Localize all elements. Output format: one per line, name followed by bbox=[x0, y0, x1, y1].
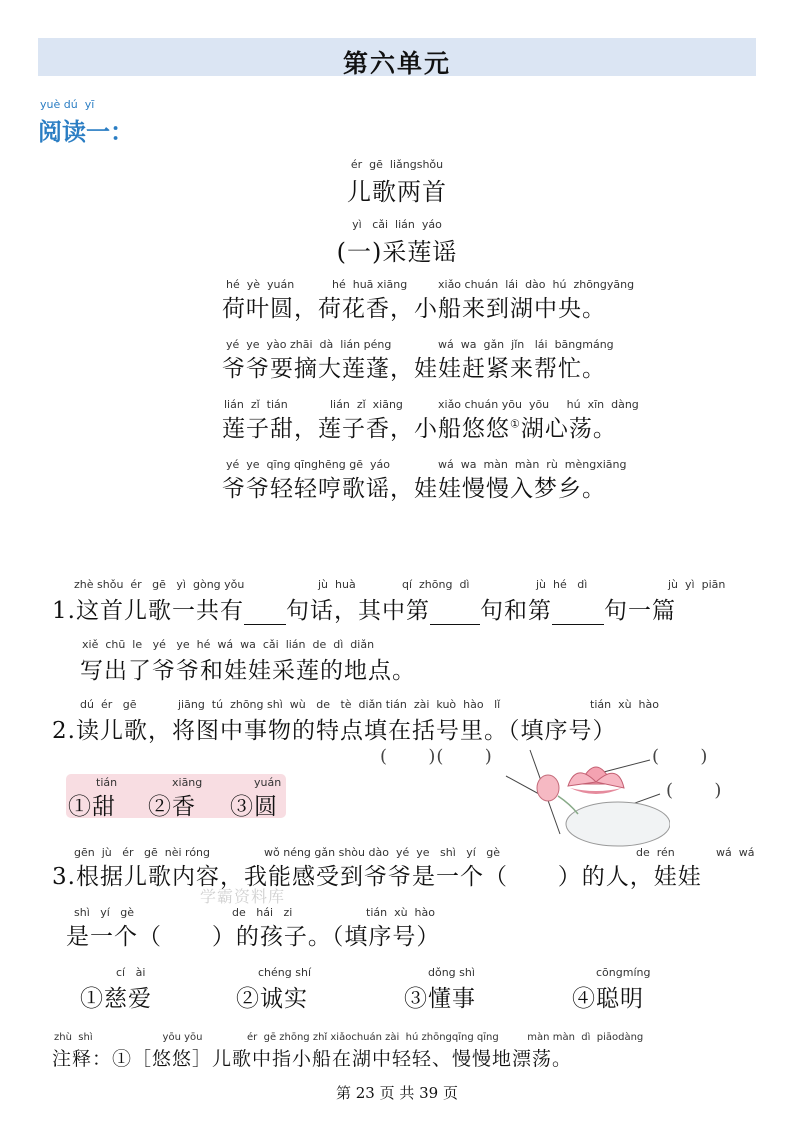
q1-text-3: 句和第 bbox=[479, 598, 552, 624]
q2-option-1: ①甜 bbox=[68, 794, 116, 820]
q1-blank-3[interactable] bbox=[552, 600, 604, 625]
q1-text-2: 句话，其中第 bbox=[285, 598, 430, 624]
poem-line3-pinyin-a: lián zǐ tián bbox=[224, 398, 288, 411]
q1-line-2: 写出了爷爷和娃娃采莲的地点。 bbox=[80, 658, 416, 684]
q1-pinyin-1: zhè shǒu ér gē yì gòng yǒu bbox=[74, 578, 245, 591]
q2-option-3: ③圆 bbox=[230, 794, 278, 820]
footnote-text: 注释：①［悠悠］儿歌中指小船在湖中轻轻、慢慢地漂荡。 bbox=[52, 1048, 573, 1070]
q3-line2-pinyin-c: tián xù hào bbox=[366, 906, 435, 919]
q2-option-2: ②香 bbox=[148, 794, 196, 820]
poem-line-3-tail: 湖心荡。 bbox=[520, 416, 617, 442]
q3-option-2: ②诚实 bbox=[236, 986, 308, 1012]
q1-blank-1[interactable] bbox=[244, 600, 286, 625]
q2-pinyin-1: dú ér gē bbox=[80, 698, 137, 711]
q2-answer-paren-left[interactable]: ( )( ) bbox=[380, 746, 493, 767]
q3-option-3: ③懂事 bbox=[404, 986, 476, 1012]
q1-pinyin-5: jù yì piān bbox=[668, 578, 726, 591]
q3-pinyin-1: gēn jù ér gē nèi róng bbox=[74, 846, 211, 859]
q3-pinyin-2: wǒ néng gǎn shòu dào yé ye shì yí gè bbox=[264, 846, 501, 859]
lotus-seedpod bbox=[537, 775, 559, 801]
poem-line-3 bbox=[222, 410, 617, 443]
q1-pinyin-3: qí zhōng dì bbox=[402, 578, 470, 591]
poem-title-pinyin: ér gē liǎngshǒu bbox=[350, 158, 444, 171]
poem-line1-pinyin-a: hé yè yuán bbox=[226, 278, 295, 291]
unit-title: 第六单元 bbox=[342, 49, 451, 78]
poem-line4-pinyin-c: wá wa màn màn rù mèngxiāng bbox=[438, 458, 627, 471]
poem-line-2: 爷爷要摘大莲蓬，娃娃赶紧来帮忙。 bbox=[222, 356, 606, 382]
q1-blank-2[interactable] bbox=[430, 600, 480, 625]
lotus-stem bbox=[558, 796, 578, 814]
q3-option-pinyin-4: cōngmíng bbox=[596, 966, 651, 979]
reading-title: 阅读一： bbox=[38, 117, 134, 146]
poem-line3-pinyin-b: lián zǐ xiāng bbox=[330, 398, 403, 411]
poem-subtitle-pinyin: yì cǎi lián yáo bbox=[352, 218, 442, 231]
q1-pinyin-2: jù huà bbox=[318, 578, 356, 591]
note-pinyin: zhù shì yōu yōu ér gē zhōng zhǐ xiǎochuán zài hú zhōngqīng qīng màn màn dì piāodàng bbox=[54, 1032, 644, 1043]
q2-text: 2.读儿歌，将图中事物的特点填在括号里。（填序号） bbox=[52, 718, 617, 744]
q2-option-pinyin-3: yuán bbox=[254, 776, 282, 789]
poem-line-1: 荷叶圆，荷花香，小船来到湖中央。 bbox=[222, 296, 606, 322]
q2-answer-paren-right-top[interactable]: ( ) bbox=[652, 746, 709, 767]
poem-line4-pinyin-a: yé ye qīng qīnghēng gē yáo bbox=[226, 458, 390, 471]
lotus-leaf bbox=[566, 802, 670, 846]
poem-subtitle: (一)采莲谣 bbox=[336, 238, 458, 266]
q2-option-pinyin-1: tián bbox=[96, 776, 118, 789]
q3-option-pinyin-3: dǒng shì bbox=[428, 966, 475, 979]
poem-main-title: 儿歌两首 bbox=[347, 178, 447, 206]
poem-line1-pinyin-c: xiǎo chuán lái dào hú zhōngyāng bbox=[438, 278, 635, 291]
page-number: 第 23 页 共 39 页 bbox=[335, 1084, 458, 1102]
watermark: 学霸资料库 bbox=[200, 887, 286, 906]
q1-pinyin-4: jù hé dì bbox=[536, 578, 588, 591]
q2-pinyin-2: jiāng tú zhōng shì wù de tè diǎn tián zài kuò hào lǐ bbox=[178, 698, 501, 711]
q3-option-pinyin-1: cí ài bbox=[116, 966, 146, 979]
footnote-mark: ① bbox=[510, 417, 521, 431]
q2-answer-paren-right-bottom[interactable]: ( ) bbox=[666, 780, 723, 801]
q3-pinyin-3: de rén bbox=[636, 846, 675, 859]
q1-text-1: 1.这首儿歌一共有 bbox=[52, 598, 244, 624]
q3-text: 3.根据儿歌内容，我能感受到爷爷是一个（ ）的人，娃娃 bbox=[52, 864, 702, 890]
reading-pinyin: yuè dú yī bbox=[40, 98, 95, 111]
poem-line2-pinyin-c: wá wa gǎn jǐn lái bāngmáng bbox=[438, 338, 614, 351]
q3-option-1: ①慈爱 bbox=[80, 986, 152, 1012]
q3-line2-pinyin-a: shì yí gè bbox=[74, 906, 135, 919]
q3-pinyin-4: wá wá bbox=[716, 846, 755, 859]
poem-line2-pinyin-a: yé ye yào zhāi dà lián péng bbox=[226, 338, 392, 351]
q3-line2-pinyin-b: de hái zi bbox=[232, 906, 293, 919]
lotus-base bbox=[570, 788, 622, 794]
poem-line1-pinyin-b: hé huā xiāng bbox=[332, 278, 408, 291]
poem-line-3-text: 莲子甜，莲子香，小船悠悠 bbox=[222, 416, 510, 442]
q3-option-4: ④聪明 bbox=[572, 986, 644, 1012]
q2-pinyin-3: tián xù hào bbox=[590, 698, 659, 711]
q3-line-2: 是一个（ ）的孩子。（填序号） bbox=[66, 924, 441, 950]
q2-option-pinyin-2: xiāng bbox=[172, 776, 203, 789]
q1-line2-pinyin: xiě chū le yé ye hé wá wa cǎi lián de dì diǎn bbox=[82, 638, 375, 651]
poem-line3-pinyin-c: xiǎo chuán yōu yōu hú xīn dàng bbox=[438, 398, 639, 411]
q1-text-4: 句一篇 bbox=[603, 598, 676, 624]
q1-line-1 bbox=[52, 592, 676, 625]
q3-option-pinyin-2: chéng shí bbox=[258, 966, 311, 979]
poem-line-4: 爷爷轻轻哼歌谣，娃娃慢慢入梦乡。 bbox=[222, 476, 606, 502]
